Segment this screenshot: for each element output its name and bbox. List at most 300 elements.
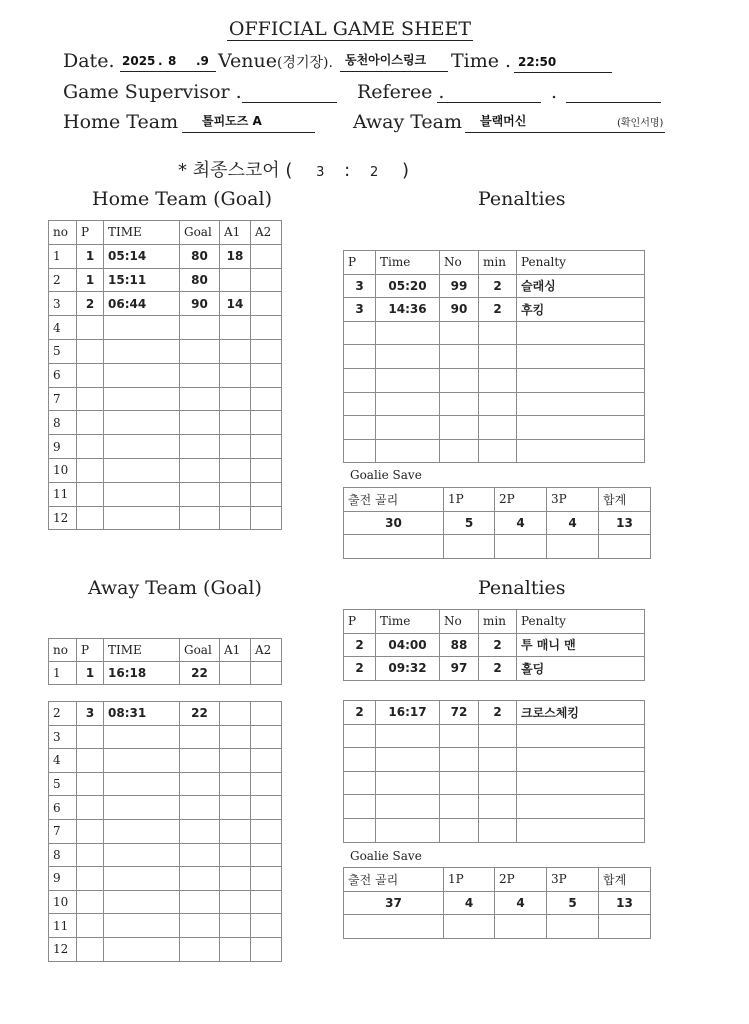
- table-cell[interactable]: [251, 363, 282, 387]
- table-cell[interactable]: 08:31: [104, 702, 180, 726]
- table-cell[interactable]: [517, 416, 645, 440]
- away-team-label: Away Team: [353, 111, 463, 133]
- table-cell[interactable]: [517, 795, 645, 819]
- table-header-row: [344, 251, 645, 275]
- table-cell[interactable]: [344, 795, 376, 819]
- table-cell[interactable]: [517, 748, 645, 772]
- table-cell[interactable]: [77, 867, 104, 891]
- table-cell[interactable]: [220, 702, 251, 726]
- table-cell[interactable]: [251, 435, 282, 459]
- table-cell[interactable]: [104, 435, 180, 459]
- table-cell[interactable]: 2: [479, 633, 517, 657]
- table-cell[interactable]: [180, 316, 220, 340]
- table-cell[interactable]: 12: [49, 937, 77, 961]
- table-cell[interactable]: [220, 435, 251, 459]
- table-cell[interactable]: [479, 392, 517, 416]
- table-cell[interactable]: [251, 458, 282, 482]
- header-cell: P: [344, 610, 376, 634]
- table-cell[interactable]: 18: [220, 244, 251, 268]
- table-row: [344, 392, 645, 416]
- table-cell[interactable]: [77, 914, 104, 938]
- table-cell[interactable]: [180, 749, 220, 773]
- table-cell[interactable]: [77, 363, 104, 387]
- table-row: [49, 292, 282, 316]
- table-cell[interactable]: 2: [479, 657, 517, 681]
- table-cell[interactable]: 2: [344, 633, 376, 657]
- header-cell: A1: [220, 221, 251, 245]
- away-score: 2: [369, 165, 379, 180]
- table-cell[interactable]: [220, 937, 251, 961]
- table-cell[interactable]: [77, 937, 104, 961]
- table-cell[interactable]: [376, 748, 440, 772]
- table-cell[interactable]: 99: [440, 274, 479, 298]
- away-goal-table-top: [48, 638, 282, 685]
- table-cell[interactable]: 22: [180, 702, 220, 726]
- table-cell[interactable]: 80: [180, 244, 220, 268]
- table-cell[interactable]: 7: [49, 387, 77, 411]
- table-cell[interactable]: [517, 771, 645, 795]
- table-cell[interactable]: 06:44: [104, 292, 180, 316]
- table-cell[interactable]: [77, 339, 104, 363]
- table-cell[interactable]: 1: [49, 244, 77, 268]
- supervisor-field[interactable]: [242, 80, 337, 103]
- header-cell: 1P: [444, 868, 495, 892]
- table-cell[interactable]: 9: [49, 867, 77, 891]
- table-cell[interactable]: 88: [440, 633, 479, 657]
- table-cell[interactable]: [376, 416, 440, 440]
- table-cell[interactable]: [77, 772, 104, 796]
- table-cell[interactable]: [220, 316, 251, 340]
- table-cell[interactable]: [220, 819, 251, 843]
- table-cell[interactable]: 2: [479, 298, 517, 322]
- table-cell[interactable]: 2: [344, 701, 376, 725]
- table-cell[interactable]: 8: [49, 411, 77, 435]
- table-cell[interactable]: 1: [77, 268, 104, 292]
- table-cell[interactable]: [77, 387, 104, 411]
- table-cell[interactable]: [479, 818, 517, 842]
- table-cell[interactable]: [104, 363, 180, 387]
- table-cell[interactable]: [251, 292, 282, 316]
- table-cell[interactable]: [77, 843, 104, 867]
- table-cell[interactable]: [251, 316, 282, 340]
- table-cell[interactable]: 홀딩: [517, 657, 645, 681]
- table-row: [49, 435, 282, 459]
- table-cell[interactable]: [77, 506, 104, 530]
- table-cell[interactable]: [344, 345, 376, 369]
- table-cell[interactable]: 6: [49, 796, 77, 820]
- table-cell[interactable]: [344, 915, 444, 939]
- table-cell[interactable]: [104, 843, 180, 867]
- table-cell[interactable]: 2: [344, 657, 376, 681]
- table-cell[interactable]: 4: [547, 511, 599, 535]
- table-cell[interactable]: 4: [495, 891, 547, 915]
- table-cell[interactable]: [344, 535, 444, 559]
- table-cell[interactable]: 슬래싱: [517, 274, 645, 298]
- table-cell[interactable]: [251, 890, 282, 914]
- table-cell[interactable]: [104, 796, 180, 820]
- table-cell[interactable]: [104, 890, 180, 914]
- table-cell[interactable]: [440, 368, 479, 392]
- away-goal-title: Away Team (Goal): [88, 577, 262, 599]
- table-cell[interactable]: 3: [49, 292, 77, 316]
- table-cell[interactable]: [220, 796, 251, 820]
- time-field[interactable]: [514, 50, 612, 73]
- table-cell[interactable]: [104, 482, 180, 506]
- table-cell[interactable]: [517, 818, 645, 842]
- table-cell[interactable]: 80: [180, 268, 220, 292]
- table-cell[interactable]: [251, 506, 282, 530]
- table-cell[interactable]: 1: [77, 662, 104, 685]
- table-cell[interactable]: [180, 843, 220, 867]
- table-cell[interactable]: [180, 867, 220, 891]
- table-cell[interactable]: [251, 725, 282, 749]
- table-cell[interactable]: [180, 796, 220, 820]
- table-cell[interactable]: [77, 725, 104, 749]
- table-cell[interactable]: [495, 535, 547, 559]
- table-cell[interactable]: [104, 339, 180, 363]
- table-cell[interactable]: [376, 818, 440, 842]
- table-cell[interactable]: [251, 482, 282, 506]
- away-penalties-title: Penalties: [478, 577, 566, 599]
- table-cell[interactable]: 97: [440, 657, 479, 681]
- table-cell[interactable]: [376, 771, 440, 795]
- table-cell[interactable]: 05:20: [376, 274, 440, 298]
- table-cell[interactable]: [444, 535, 495, 559]
- table-cell[interactable]: [251, 772, 282, 796]
- header-cell: no: [49, 639, 77, 662]
- table-cell[interactable]: 5: [49, 772, 77, 796]
- table-cell[interactable]: [77, 796, 104, 820]
- table-cell[interactable]: 05:14: [104, 244, 180, 268]
- table-cell[interactable]: [220, 890, 251, 914]
- table-cell[interactable]: [77, 819, 104, 843]
- header-cell: A2: [251, 221, 282, 245]
- table-cell[interactable]: 13: [599, 511, 651, 535]
- table-cell[interactable]: [220, 506, 251, 530]
- table-cell[interactable]: 2: [479, 701, 517, 725]
- table-cell[interactable]: [440, 345, 479, 369]
- table-cell[interactable]: [444, 915, 495, 939]
- home-goalie-table: [343, 487, 651, 559]
- final-score: * 최종스코어 ( 3 : 2 ): [178, 160, 410, 181]
- table-row: [344, 891, 651, 915]
- table-cell[interactable]: [344, 439, 376, 463]
- table-cell[interactable]: [376, 321, 440, 345]
- table-cell[interactable]: [376, 724, 440, 748]
- table-cell[interactable]: 11: [49, 914, 77, 938]
- table-cell[interactable]: [440, 724, 479, 748]
- table-cell[interactable]: [517, 345, 645, 369]
- header-cell: P: [77, 221, 104, 245]
- table-cell[interactable]: [479, 345, 517, 369]
- table-cell[interactable]: [220, 411, 251, 435]
- table-cell[interactable]: 14: [220, 292, 251, 316]
- table-cell[interactable]: [495, 915, 547, 939]
- table-cell[interactable]: 3: [77, 702, 104, 726]
- table-cell[interactable]: [77, 749, 104, 773]
- table-cell[interactable]: 9: [49, 435, 77, 459]
- away-team-value: 블랙머신: [480, 114, 527, 128]
- table-cell[interactable]: [104, 772, 180, 796]
- sign-note: (확인서명): [617, 118, 664, 129]
- table-cell[interactable]: [344, 748, 376, 772]
- table-row: [49, 725, 282, 749]
- table-cell[interactable]: [180, 819, 220, 843]
- table-cell[interactable]: [180, 914, 220, 938]
- table-cell[interactable]: 90: [180, 292, 220, 316]
- table-cell[interactable]: [344, 392, 376, 416]
- table-cell[interactable]: [180, 937, 220, 961]
- table-cell[interactable]: 5: [49, 339, 77, 363]
- table-cell[interactable]: [77, 458, 104, 482]
- table-cell[interactable]: 2: [479, 274, 517, 298]
- table-cell[interactable]: [220, 458, 251, 482]
- table-row: [344, 748, 645, 772]
- table-cell[interactable]: [220, 914, 251, 938]
- table-cell[interactable]: [479, 771, 517, 795]
- table-row: [344, 915, 651, 939]
- table-cell[interactable]: [440, 771, 479, 795]
- table-cell[interactable]: [220, 772, 251, 796]
- table-cell[interactable]: [344, 771, 376, 795]
- table-cell[interactable]: [220, 268, 251, 292]
- table-cell[interactable]: [517, 392, 645, 416]
- table-cell[interactable]: 2: [49, 268, 77, 292]
- table-row: [49, 316, 282, 340]
- table-cell[interactable]: [479, 795, 517, 819]
- table-cell[interactable]: 10: [49, 458, 77, 482]
- table-cell[interactable]: [220, 387, 251, 411]
- table-cell[interactable]: 1: [49, 662, 77, 685]
- table-cell[interactable]: [376, 368, 440, 392]
- table-cell[interactable]: [220, 662, 251, 685]
- table-cell[interactable]: [104, 749, 180, 773]
- table-cell[interactable]: 37: [344, 891, 444, 915]
- header-cell: Penalty: [517, 251, 645, 275]
- table-cell[interactable]: [104, 316, 180, 340]
- table-cell[interactable]: [376, 439, 440, 463]
- table-cell[interactable]: 4: [444, 891, 495, 915]
- table-cell[interactable]: 4: [49, 316, 77, 340]
- table-cell[interactable]: [180, 506, 220, 530]
- table-row: [49, 772, 282, 796]
- sheet-title: OFFICIAL GAME SHEET: [228, 18, 472, 40]
- header-cell: Penalty: [517, 610, 645, 634]
- table-cell[interactable]: [77, 411, 104, 435]
- table-cell[interactable]: [479, 439, 517, 463]
- home-score: 3: [316, 165, 325, 180]
- table-cell[interactable]: [104, 937, 180, 961]
- table-cell[interactable]: 크로스체킹: [517, 701, 645, 725]
- table-cell[interactable]: [344, 724, 376, 748]
- table-cell[interactable]: [517, 321, 645, 345]
- table-cell[interactable]: 5: [547, 891, 599, 915]
- table-cell[interactable]: [180, 482, 220, 506]
- table-cell[interactable]: [104, 506, 180, 530]
- table-cell[interactable]: 16:18: [104, 662, 180, 685]
- table-cell[interactable]: [180, 458, 220, 482]
- table-header-row: [344, 868, 651, 892]
- table-cell[interactable]: 16:17: [376, 701, 440, 725]
- table-cell[interactable]: [220, 363, 251, 387]
- table-cell[interactable]: [251, 662, 282, 685]
- table-cell[interactable]: 5: [444, 511, 495, 535]
- table-cell[interactable]: [104, 458, 180, 482]
- table-cell[interactable]: 3: [49, 725, 77, 749]
- table-cell[interactable]: [251, 796, 282, 820]
- table-row: [49, 387, 282, 411]
- table-header-row: [344, 610, 645, 634]
- time-label: Time .: [451, 50, 512, 72]
- table-cell[interactable]: 30: [344, 511, 444, 535]
- table-cell[interactable]: [251, 339, 282, 363]
- table-cell[interactable]: [220, 339, 251, 363]
- table-cell[interactable]: 3: [344, 274, 376, 298]
- table-cell[interactable]: [180, 435, 220, 459]
- table-row: [344, 274, 645, 298]
- table-cell[interactable]: [440, 321, 479, 345]
- away-team-field[interactable]: [465, 110, 665, 133]
- table-cell[interactable]: [440, 748, 479, 772]
- table-cell[interactable]: [104, 867, 180, 891]
- table-cell[interactable]: [547, 915, 599, 939]
- table-cell[interactable]: 22: [180, 662, 220, 685]
- table-cell[interactable]: [599, 915, 651, 939]
- table-cell[interactable]: [440, 818, 479, 842]
- table-row: [49, 662, 282, 685]
- table-cell[interactable]: [251, 937, 282, 961]
- table-cell[interactable]: 10: [49, 890, 77, 914]
- table-cell[interactable]: 3: [344, 298, 376, 322]
- table-cell[interactable]: 14:36: [376, 298, 440, 322]
- table-cell[interactable]: [251, 411, 282, 435]
- table-cell[interactable]: [77, 435, 104, 459]
- table-cell[interactable]: 투 매니 맨: [517, 633, 645, 657]
- table-cell[interactable]: 2: [49, 702, 77, 726]
- table-cell[interactable]: [440, 392, 479, 416]
- table-cell[interactable]: 7: [49, 819, 77, 843]
- table-cell[interactable]: 04:00: [376, 633, 440, 657]
- referee-dot: .: [551, 81, 558, 103]
- table-row: [344, 701, 645, 725]
- table-cell[interactable]: [104, 411, 180, 435]
- table-cell[interactable]: 12: [49, 506, 77, 530]
- table-cell[interactable]: [251, 244, 282, 268]
- table-cell[interactable]: [180, 339, 220, 363]
- table-row: [49, 363, 282, 387]
- table-cell[interactable]: [344, 321, 376, 345]
- table-cell[interactable]: [220, 725, 251, 749]
- table-cell[interactable]: [251, 387, 282, 411]
- table-cell[interactable]: [599, 535, 651, 559]
- table-cell[interactable]: [479, 368, 517, 392]
- table-row: [344, 771, 645, 795]
- table-cell[interactable]: [376, 345, 440, 369]
- table-cell[interactable]: [440, 416, 479, 440]
- table-cell[interactable]: [251, 867, 282, 891]
- table-cell[interactable]: [440, 795, 479, 819]
- table-cell[interactable]: [376, 795, 440, 819]
- table-cell[interactable]: 72: [440, 701, 479, 725]
- referee-field[interactable]: [437, 80, 541, 103]
- table-row: [344, 795, 645, 819]
- table-cell[interactable]: [517, 439, 645, 463]
- table-cell[interactable]: [344, 416, 376, 440]
- table-cell[interactable]: [376, 392, 440, 416]
- venue-field[interactable]: [340, 49, 448, 72]
- table-row: [49, 482, 282, 506]
- table-cell[interactable]: 1: [77, 244, 104, 268]
- table-cell[interactable]: [180, 890, 220, 914]
- table-cell[interactable]: [344, 818, 376, 842]
- table-cell[interactable]: [104, 387, 180, 411]
- table-cell[interactable]: [220, 867, 251, 891]
- referee-field-2[interactable]: [566, 80, 661, 103]
- table-cell[interactable]: [547, 535, 599, 559]
- table-cell[interactable]: 8: [49, 843, 77, 867]
- table-cell[interactable]: [517, 368, 645, 392]
- table-cell[interactable]: 90: [440, 298, 479, 322]
- table-cell[interactable]: [180, 725, 220, 749]
- table-cell[interactable]: [251, 914, 282, 938]
- table-row: [344, 657, 645, 681]
- table-cell[interactable]: [479, 748, 517, 772]
- table-cell[interactable]: [517, 724, 645, 748]
- table-cell[interactable]: [479, 724, 517, 748]
- table-cell[interactable]: [251, 749, 282, 773]
- table-cell[interactable]: [180, 411, 220, 435]
- table-cell[interactable]: [77, 316, 104, 340]
- table-cell[interactable]: [479, 321, 517, 345]
- table-cell[interactable]: [251, 819, 282, 843]
- table-cell[interactable]: [77, 890, 104, 914]
- table-cell[interactable]: [479, 416, 517, 440]
- table-cell[interactable]: 11: [49, 482, 77, 506]
- table-row: [344, 633, 645, 657]
- table-cell[interactable]: 15:11: [104, 268, 180, 292]
- table-cell[interactable]: [180, 387, 220, 411]
- table-cell[interactable]: [251, 843, 282, 867]
- table-cell[interactable]: 4: [49, 749, 77, 773]
- table-cell[interactable]: [440, 439, 479, 463]
- table-cell[interactable]: [77, 482, 104, 506]
- table-row: [344, 439, 645, 463]
- table-cell[interactable]: 09:32: [376, 657, 440, 681]
- table-cell[interactable]: [104, 819, 180, 843]
- table-cell[interactable]: 13: [599, 891, 651, 915]
- table-cell[interactable]: 6: [49, 363, 77, 387]
- table-cell[interactable]: [220, 749, 251, 773]
- home-team-field[interactable]: [182, 110, 315, 133]
- away-penalties-table-top: [343, 609, 645, 681]
- table-cell[interactable]: 4: [495, 511, 547, 535]
- table-cell[interactable]: 후킹: [517, 298, 645, 322]
- table-cell[interactable]: [251, 702, 282, 726]
- header-cell: 1P: [444, 488, 495, 512]
- table-cell[interactable]: [180, 363, 220, 387]
- table-cell[interactable]: 2: [77, 292, 104, 316]
- table-cell[interactable]: [251, 268, 282, 292]
- header-cell: Goal: [180, 221, 220, 245]
- table-cell[interactable]: [220, 482, 251, 506]
- date-field[interactable]: [120, 49, 216, 72]
- table-cell[interactable]: [104, 725, 180, 749]
- table-cell[interactable]: [180, 772, 220, 796]
- table-cell[interactable]: [344, 368, 376, 392]
- table-cell[interactable]: [220, 843, 251, 867]
- table-cell[interactable]: [104, 914, 180, 938]
- table-row: [49, 411, 282, 435]
